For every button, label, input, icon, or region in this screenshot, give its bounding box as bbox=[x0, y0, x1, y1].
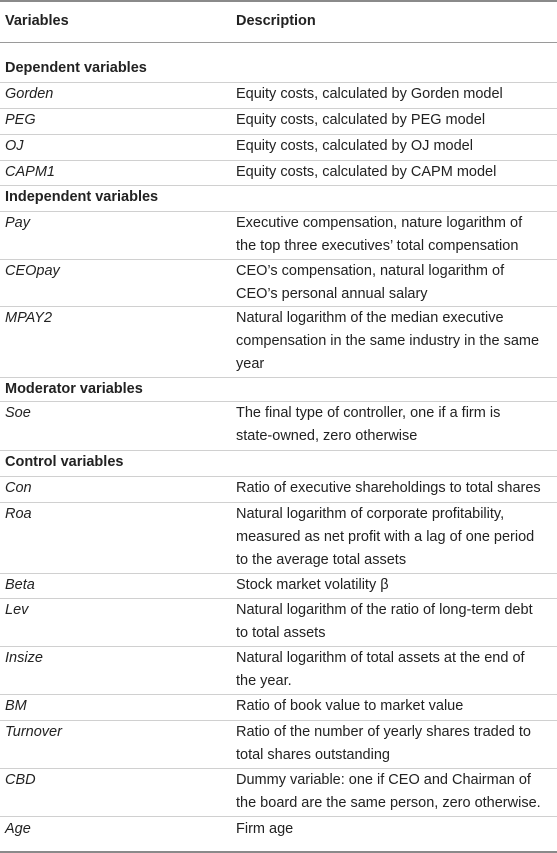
variable-name: Con bbox=[5, 480, 32, 496]
variable-name: CEOpay bbox=[5, 263, 60, 279]
variable-name: CBD bbox=[5, 772, 36, 788]
variable-description: Dummy variable: one if CEO and Chairman of the board are the same person, zero otherwise. bbox=[236, 772, 541, 811]
variable-description: Natural logarithm of corporate profitability, measured as net profit with a lag of one period to the average total assets bbox=[236, 506, 535, 568]
variable-description: Equity costs, calculated by Gorden model bbox=[236, 86, 503, 102]
variable-description: The final type of controller, one if a firm is state-owned, zero otherwise bbox=[236, 405, 501, 444]
header-description: Description bbox=[236, 13, 316, 29]
variable-description: Equity costs, calculated by CAPM model bbox=[236, 164, 497, 180]
header-variables: Variables bbox=[5, 13, 69, 29]
variable-name: BM bbox=[5, 698, 27, 714]
variable-name: CAPM1 bbox=[5, 164, 55, 180]
row-divider bbox=[0, 816, 557, 817]
variable-description: Equity costs, calculated by OJ model bbox=[236, 138, 473, 154]
variable-description: Executive compensation, nature logarithm of the top three executives’ total compensation bbox=[236, 215, 523, 254]
variable-description: Firm age bbox=[236, 821, 294, 837]
variable-description: Stock market volatility β bbox=[236, 577, 389, 593]
variable-name: Turnover bbox=[5, 724, 62, 740]
variable-name: Soe bbox=[5, 405, 31, 421]
variable-name: PEG bbox=[5, 112, 36, 128]
variable-description: Ratio of executive shareholdings to total shares bbox=[236, 480, 541, 496]
header-rule bbox=[0, 42, 557, 43]
variable-name: Pay bbox=[5, 215, 30, 231]
variable-description: Ratio of the number of yearly shares traded to total shares outstanding bbox=[236, 724, 531, 763]
variable-description: Natural logarithm of total assets at the end of the year. bbox=[236, 650, 525, 689]
variable-name: Age bbox=[5, 821, 31, 837]
variable-name: Roa bbox=[5, 506, 32, 522]
variable-description: Ratio of book value to market value bbox=[236, 698, 464, 714]
variable-name: MPAY2 bbox=[5, 310, 53, 326]
variable-name: Insize bbox=[5, 650, 43, 666]
variable-name: OJ bbox=[5, 138, 24, 154]
section-title-moderator: Moderator variables bbox=[5, 381, 143, 397]
table-top-rule bbox=[0, 0, 557, 2]
variable-description: CEO’s compensation, natural logarithm of CEO’s personal annual salary bbox=[236, 263, 505, 302]
variable-description: Natural logarithm of the ratio of long-term debt to total assets bbox=[236, 602, 533, 641]
variable-description: Natural logarithm of the median executive compensation in the same industry in the same year bbox=[236, 310, 540, 372]
variable-description: Equity costs, calculated by PEG model bbox=[236, 112, 486, 128]
variable-name: Beta bbox=[5, 577, 35, 593]
variable-name: Gorden bbox=[5, 86, 54, 102]
section-title-control: Control variables bbox=[5, 454, 124, 470]
variable-name: Lev bbox=[5, 602, 29, 618]
section-title-dependent: Dependent variables bbox=[5, 60, 147, 76]
section-title-independent: Independent variables bbox=[5, 189, 159, 205]
